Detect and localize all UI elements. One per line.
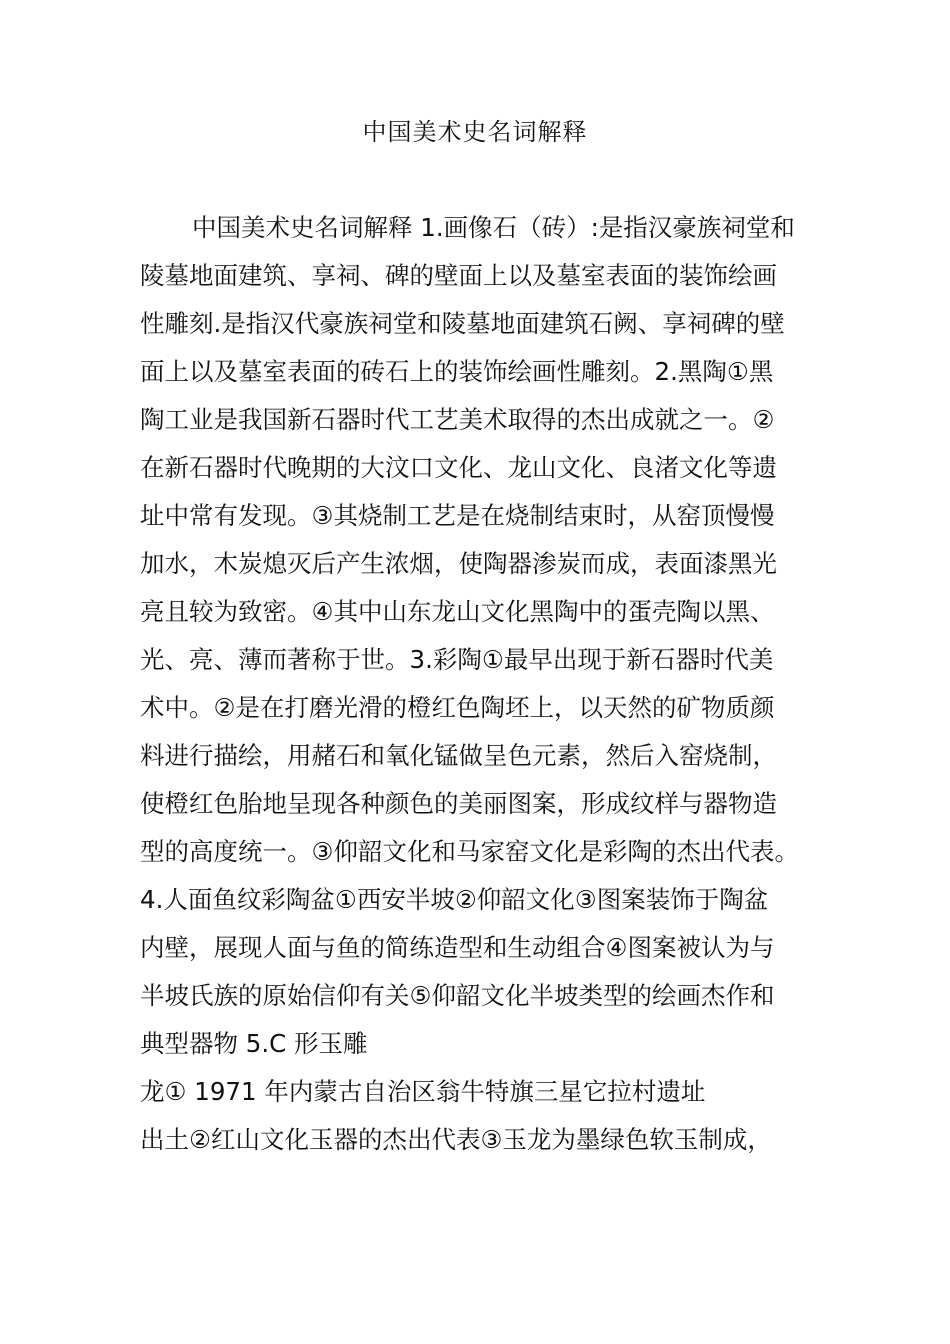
document-title: 中国美术史名词解释 xyxy=(362,118,588,146)
body-line: 使橙红色胎地呈现各种颜色的美丽图案，形成纹样与器物造 xyxy=(140,789,777,818)
body-line: 中国美术史名词解释 1.画像石（砖）:是指汉豪族祠堂和 xyxy=(192,213,795,242)
body-line: 陵墓地面建筑、享祠、碑的壁面上以及墓室表面的装饰绘画 xyxy=(140,261,777,290)
body-line: 性雕刻.是指汉代豪族祠堂和陵墓地面建筑石阙、享祠碑的壁 xyxy=(140,309,785,338)
body-line: 典型器物 5.C 形玉雕 xyxy=(140,1029,368,1058)
body-line: 料进行描绘，用赭石和氧化锰做呈色元素，然后入窑烧制， xyxy=(140,741,777,770)
body-line: 术中。②是在打磨光滑的橙红色陶坯上，以天然的矿物质颜 xyxy=(140,693,775,722)
body-line: 光、亮、薄而著称于世。3.彩陶①最早出现于新石器时代美 xyxy=(140,645,774,674)
body-line: 型的高度统一。③仰韶文化和马家窑文化是彩陶的杰出代表。 xyxy=(140,837,799,866)
body-line: 面上以及墓室表面的砖石上的装饰绘画性雕刻。2.黑陶①黑 xyxy=(140,357,774,386)
body-line: 加水，木炭熄灭后产生浓烟，使陶器渗炭而成，表面漆黑光 xyxy=(140,549,777,578)
body-line: 龙① 1971 年内蒙古自治区翁牛特旗三星它拉村遗址 xyxy=(140,1077,706,1106)
body-line: 半坡氏族的原始信仰有关⑤仰韶文化半坡类型的绘画杰作和 xyxy=(140,981,775,1010)
body-line: 出土②红山文化玉器的杰出代表③玉龙为墨绿色软玉制成， xyxy=(140,1125,772,1154)
document-body xyxy=(140,204,830,1164)
body-line: 4.人面鱼纹彩陶盆①西安半坡②仰韶文化③图案装饰于陶盆 xyxy=(140,885,769,914)
body-line: 在新石器时代晚期的大汶口文化、龙山文化、良渚文化等遗 xyxy=(140,453,777,482)
body-line: 陶工业是我国新石器时代工艺美术取得的杰出成就之一。② xyxy=(140,405,775,434)
body-line: 内壁，展现人面与鱼的简练造型和生动组合④图案被认为与 xyxy=(140,933,775,962)
body-line: 亮且较为致密。④其中山东龙山文化黑陶中的蛋壳陶以黑、 xyxy=(140,597,775,626)
body-line: 址中常有发现。③其烧制工艺是在烧制结束时，从窑顶慢慢 xyxy=(140,501,775,530)
